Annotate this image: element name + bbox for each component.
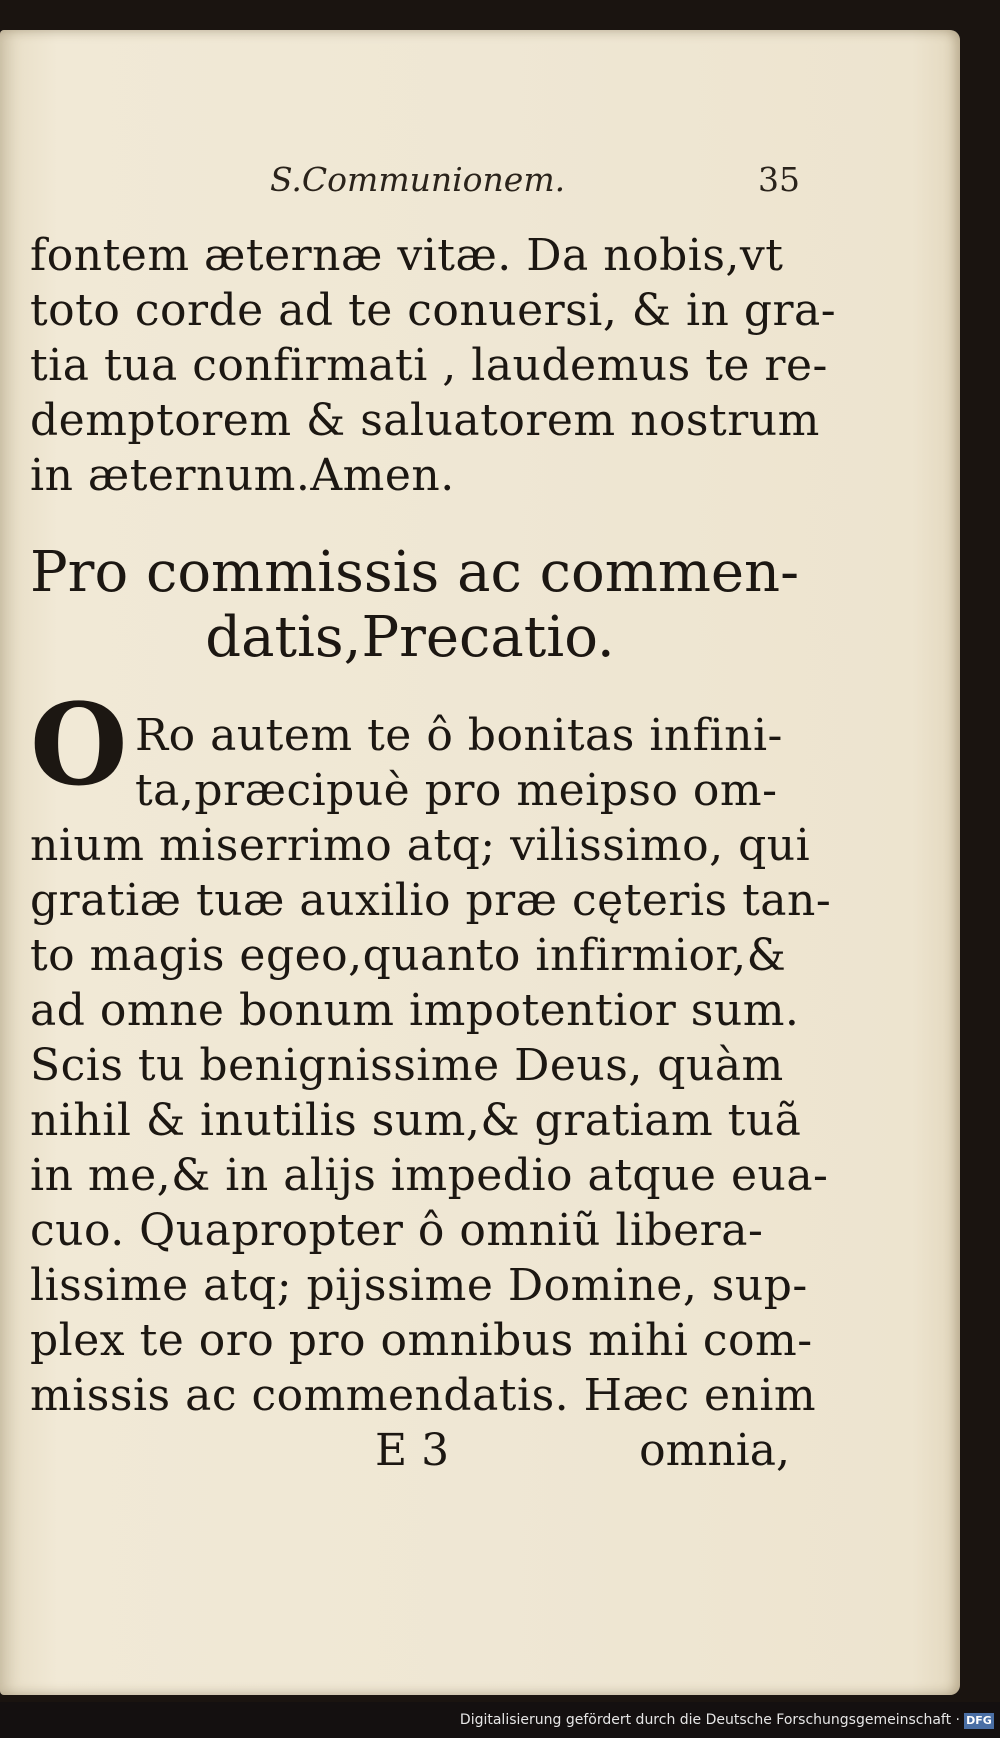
text-line: tia tua confirmati , laudemus te re-	[30, 340, 828, 391]
running-head	[270, 160, 800, 199]
text-line: missis ac commendatis. Hæc enim	[30, 1370, 817, 1421]
text-line: in æternum.Amen.	[30, 450, 455, 501]
section-heading-line-1: Pro commissis ac commen-	[30, 540, 800, 605]
text-line: lissime atq; pijssime Domine, sup-	[30, 1260, 808, 1311]
section-heading-line-2: datis,Precatio.	[205, 605, 615, 670]
text-line: toto corde ad te conuersi, & in gra-	[30, 285, 837, 336]
footer-credit: Digitalisierung gefördert durch die Deutsche Forschungsgemeinschaft ·	[459, 1712, 960, 1728]
catchword: omnia,	[639, 1425, 790, 1476]
page-number: 35	[758, 160, 800, 199]
text-line: plex te oro pro omnibus mihi com-	[30, 1315, 813, 1366]
running-head-title: S.Communionem.	[270, 160, 566, 199]
text-line: nium miserrimo atq; vilissimo, qui	[30, 820, 811, 871]
drop-cap: O	[30, 680, 128, 811]
book-page	[0, 30, 960, 1695]
text-line: ta,præcipuè pro meipso om-	[135, 765, 778, 816]
text-line: Scis tu benignissime Deus, quàm	[30, 1040, 784, 1091]
text-line: ad omne bonum impotentior sum.	[30, 985, 800, 1036]
text-line: cuo. Quapropter ô omniũ libera-	[30, 1205, 764, 1256]
footer-bar	[0, 1702, 1000, 1738]
dfg-logo: DFG	[964, 1713, 994, 1729]
text-line: fontem æternæ vitæ. Da nobis,vt	[30, 230, 784, 281]
signature-mark: E 3	[375, 1425, 450, 1476]
text-line: demptorem & saluatorem nostrum	[30, 395, 820, 446]
text-line: nihil & inutilis sum,& gratiam tuã	[30, 1095, 802, 1146]
text-line: Ro autem te ô bonitas infini-	[135, 710, 783, 761]
text-line: gratiæ tuæ auxilio præ cęteris tan-	[30, 875, 832, 926]
text-line: to magis egeo,quanto infirmior,&	[30, 930, 787, 981]
text-line: in me,& in alijs impedio atque eua-	[30, 1150, 829, 1201]
